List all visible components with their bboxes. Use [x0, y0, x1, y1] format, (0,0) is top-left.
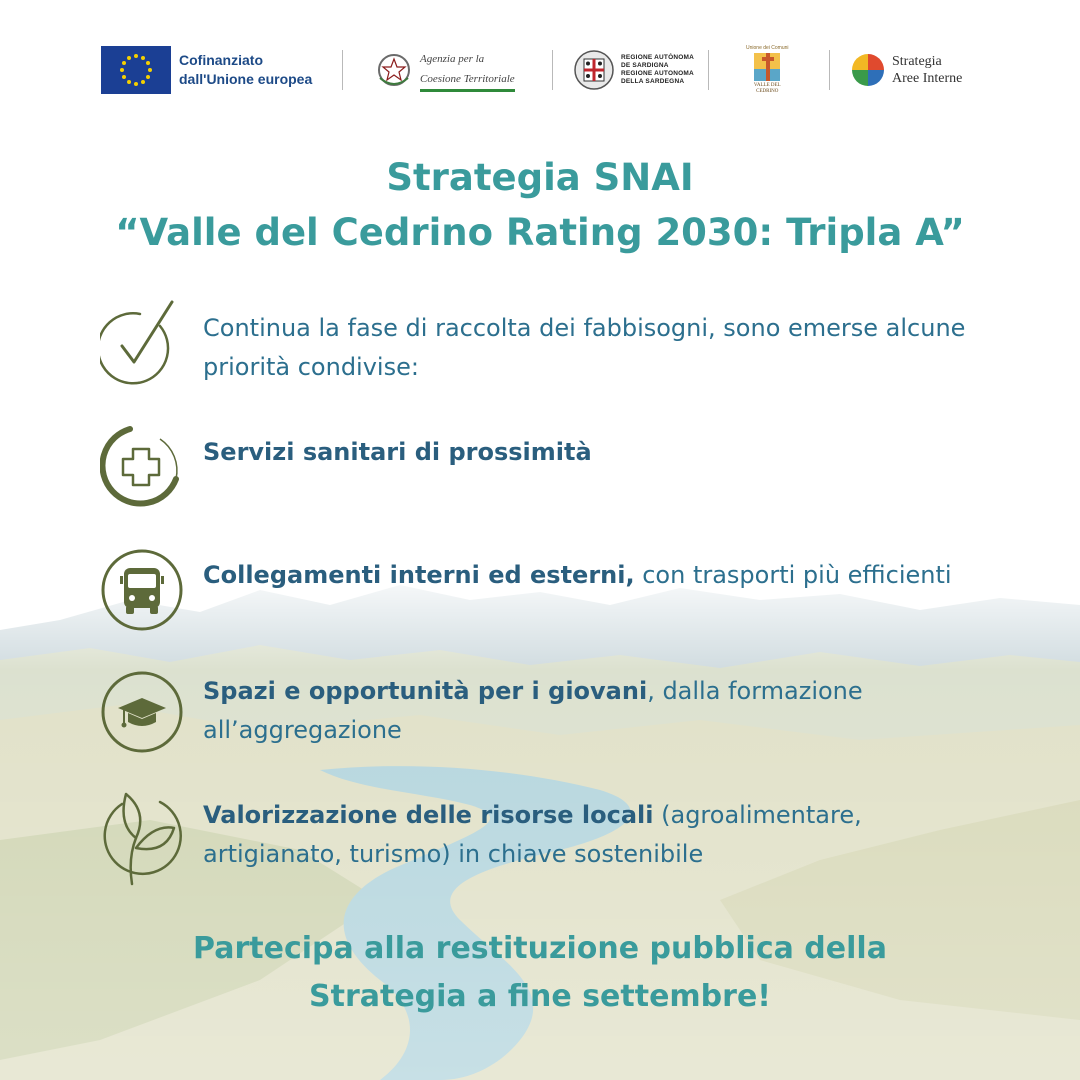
list-item: [100, 788, 1000, 886]
page-title-line1: Strategia SNAI: [386, 156, 694, 199]
logo-divider: [342, 50, 343, 90]
list-item-body: , dalla formazione all’aggregazione: [203, 677, 863, 744]
graduation-cap-icon: [100, 670, 184, 754]
call-to-action-line1: Partecipa alla restituzione pubblica della: [193, 931, 887, 966]
sai-logo-line1: Strategia: [892, 54, 942, 69]
eu-logo: [101, 38, 312, 102]
list-item-body: (agroalimentare, artigianato, turismo) in chiave sostenibile: [203, 801, 862, 868]
italian-emblem-icon: [374, 48, 414, 92]
eu-logo-line2: dall'Unione europea: [179, 71, 313, 87]
eu-logo-line1: Cofinanziato: [179, 52, 263, 68]
list-item-bold: Collegamenti interni ed esterni,: [203, 561, 635, 589]
logo-divider: [552, 50, 553, 90]
valle-logo-bottom2: CEDRINO: [756, 89, 779, 94]
page-title-line2: “Valle del Cedrino Rating 2030: Tripla A”: [115, 211, 965, 254]
checkmark-icon: [100, 300, 180, 388]
agency-logo-line2: Coesione Territoriale: [420, 69, 515, 92]
list-item-text: [203, 672, 993, 750]
list-item-body: Continua la fase di raccolta dei fabbisogni, sono emerse alcune priorità condivise:: [203, 314, 966, 381]
logo-divider: [708, 50, 709, 90]
list-item-text: [203, 433, 993, 472]
page-title: [0, 150, 1080, 260]
logo-bar: [0, 38, 1080, 102]
list-item-body: con trasporti più efficienti: [634, 561, 952, 589]
valle-logo-top: Unione dei Comuni: [746, 45, 789, 51]
sai-quadrant-icon: [850, 52, 886, 88]
ras-logo-line4: DELLA SARDEGNA: [621, 78, 685, 85]
list-item-bold: Spazi e opportunità per i giovani: [203, 677, 648, 705]
sardinia-crest-icon: [573, 45, 615, 95]
list-item: [100, 300, 1000, 390]
ras-logo: [573, 38, 694, 102]
bus-icon: [100, 548, 184, 632]
sai-logo-line2: Aree Interne: [892, 71, 963, 86]
list-item-text: [203, 796, 993, 874]
logo-divider: [829, 50, 830, 90]
list-item-text: [203, 309, 993, 387]
ras-logo-line2: DE SARDIGNA: [621, 62, 669, 69]
list-item: [100, 548, 1000, 634]
agency-logo: [374, 38, 515, 102]
ras-logo-line3: REGIONE AUTONOMA: [621, 70, 694, 77]
call-to-action: [0, 925, 1080, 1021]
ras-logo-line1: REGIONE AUTÒNOMA: [621, 54, 695, 61]
valle-logo-bottom1: VALLE DEL: [753, 83, 781, 88]
agency-logo-line1: Agenzia per la: [420, 52, 485, 65]
list-item: [100, 425, 1000, 507]
leaf-icon: [100, 788, 184, 886]
list-item: [100, 670, 1000, 756]
strategia-aree-interne-logo: [850, 38, 962, 102]
medical-cross-icon: [100, 425, 182, 507]
list-item-bold: Servizi sanitari di prossimità: [203, 438, 592, 466]
list-item-bold: Valorizzazione delle risorse locali: [203, 801, 654, 829]
call-to-action-line2: Strategia a fine settembre!: [309, 979, 771, 1014]
list-item-text: [203, 556, 993, 595]
valle-cedrino-mark-icon: [752, 51, 782, 83]
eu-flag-icon: [101, 46, 171, 94]
valle-cedrino-logo: [746, 38, 789, 102]
